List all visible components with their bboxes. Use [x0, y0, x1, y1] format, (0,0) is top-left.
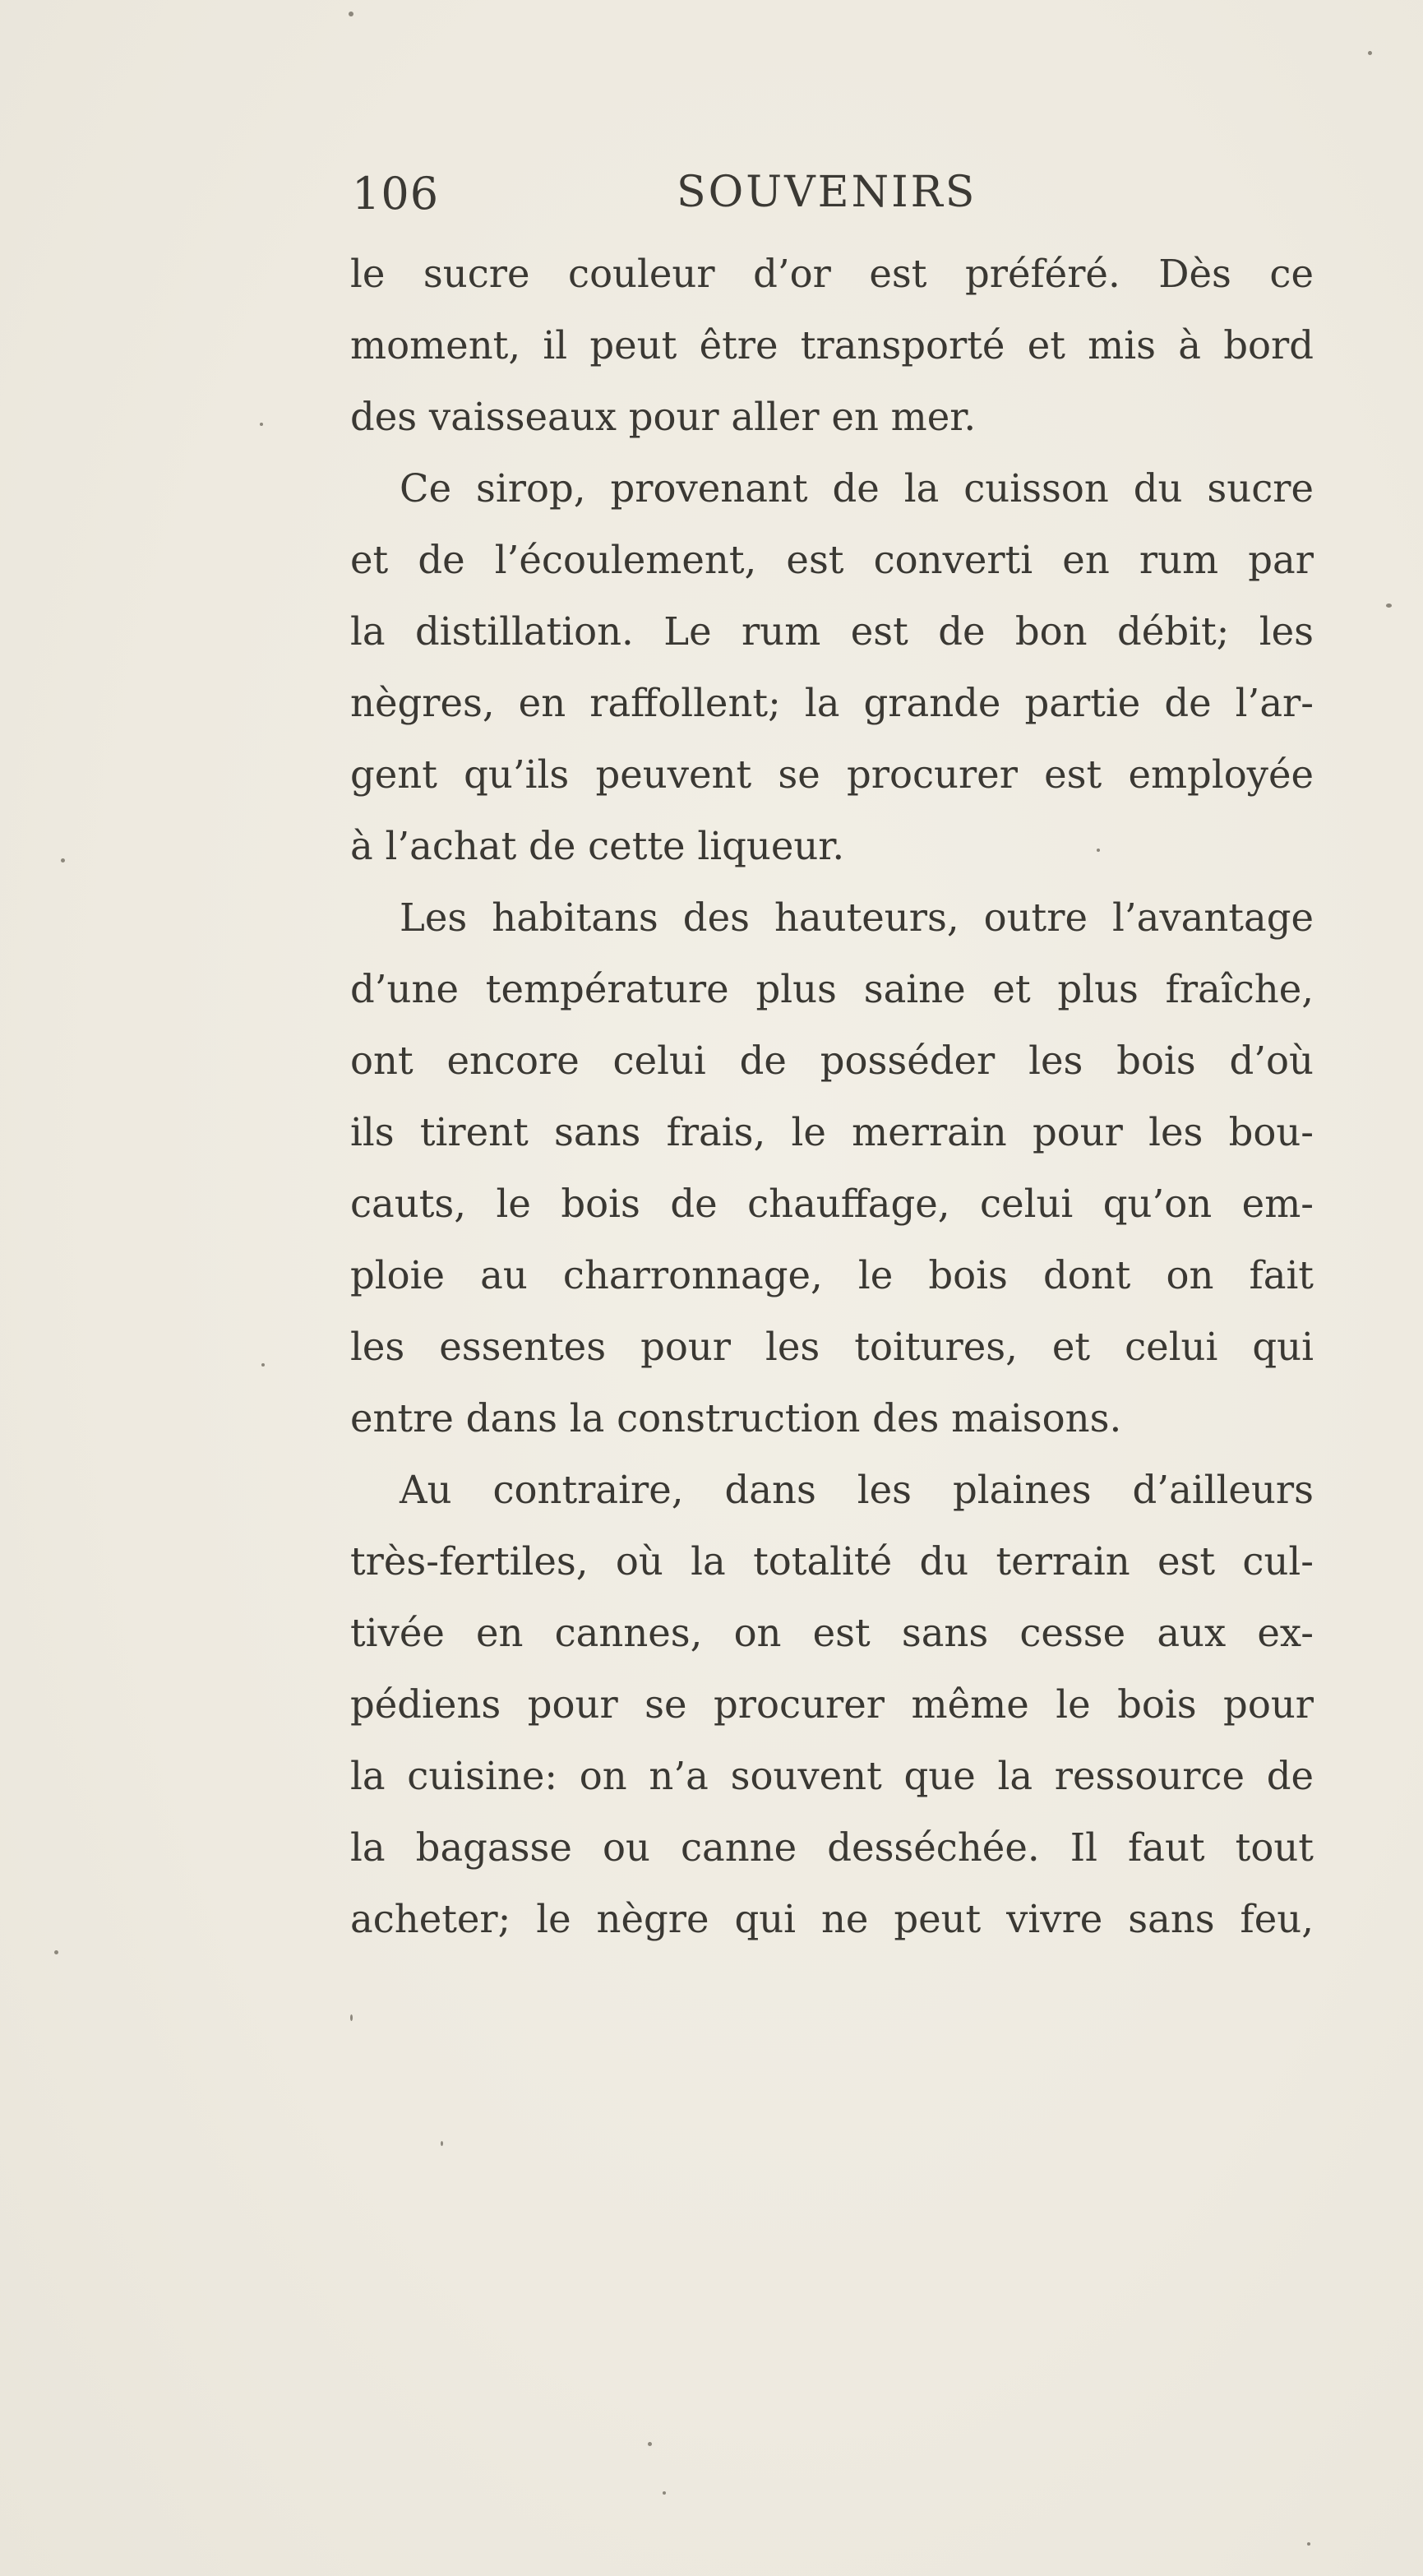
- text-line: les essentes pour les toitures, et celui qui: [350, 1325, 1314, 1369]
- text-line: ils tirent sans frais, le merrain pour les bou-: [350, 1110, 1314, 1154]
- body-text: [350, 238, 1314, 1955]
- text-line: cauts, le bois de chauffage, celui qu’on em-: [350, 1182, 1314, 1226]
- paper-speck: [1307, 2542, 1310, 2546]
- text-line: la distillation. Le rum est de bon débit; les: [350, 609, 1314, 654]
- paper-speck: [61, 858, 65, 863]
- paper-speck: [663, 2491, 666, 2495]
- text-line: tivée en cannes, on est sans cesse aux ex-: [350, 1611, 1314, 1655]
- text-line: nègres, en raffollent; la grande partie de l’ar-: [350, 681, 1314, 725]
- text-line: ploie au charronnage, le bois dont on fait: [350, 1253, 1314, 1297]
- paper-speck: [349, 12, 353, 16]
- paper-speck: [261, 1363, 265, 1367]
- text-line: à l’achat de cette liqueur.: [350, 824, 845, 868]
- page-number: 106: [352, 168, 440, 220]
- text-line: la bagasse ou canne desséchée. Il faut tout: [350, 1825, 1314, 1870]
- text-line: moment, il peut être transporté et mis à bord: [350, 323, 1314, 368]
- paper-speck: [1386, 604, 1392, 608]
- paper-speck: [54, 1950, 58, 1954]
- text-line: acheter; le nègre qui ne peut vivre sans feu,: [350, 1897, 1314, 1941]
- text-line: Ce sirop, provenant de la cuisson du sucre: [400, 466, 1314, 511]
- running-head: SOUVENIRS: [677, 168, 977, 217]
- text-line: entre dans la construction des maisons.: [350, 1396, 1122, 1441]
- paper-speck: [350, 2014, 353, 2021]
- text-line: et de l’écoulement, est converti en rum par: [350, 538, 1314, 582]
- text-line: ont encore celui de posséder les bois d’où: [350, 1038, 1314, 1083]
- paper-speck: [260, 423, 263, 426]
- page-header: [352, 161, 1322, 227]
- paper-speck: [648, 2442, 652, 2446]
- text-line: Au contraire, dans les plaines d’ailleurs: [400, 1468, 1314, 1512]
- paper-speck: [441, 2141, 443, 2146]
- text-line: pédiens pour se procurer même le bois pour: [350, 1682, 1314, 1727]
- paper-speck: [1368, 51, 1372, 55]
- text-line: Les habitans des hauteurs, outre l’avantage: [400, 895, 1314, 940]
- text-line: des vaisseaux pour aller en mer.: [350, 395, 977, 439]
- text-line: le sucre couleur d’or est préféré. Dès ce: [350, 252, 1314, 296]
- text-line: gent qu’ils peuvent se procurer est employée: [350, 752, 1314, 797]
- text-line: la cuisine: on n’a souvent que la ressource de: [350, 1754, 1314, 1798]
- text-line: d’une température plus saine et plus fraîche,: [350, 967, 1314, 1011]
- text-line: très-fertiles, où la totalité du terrain est cul-: [350, 1539, 1314, 1584]
